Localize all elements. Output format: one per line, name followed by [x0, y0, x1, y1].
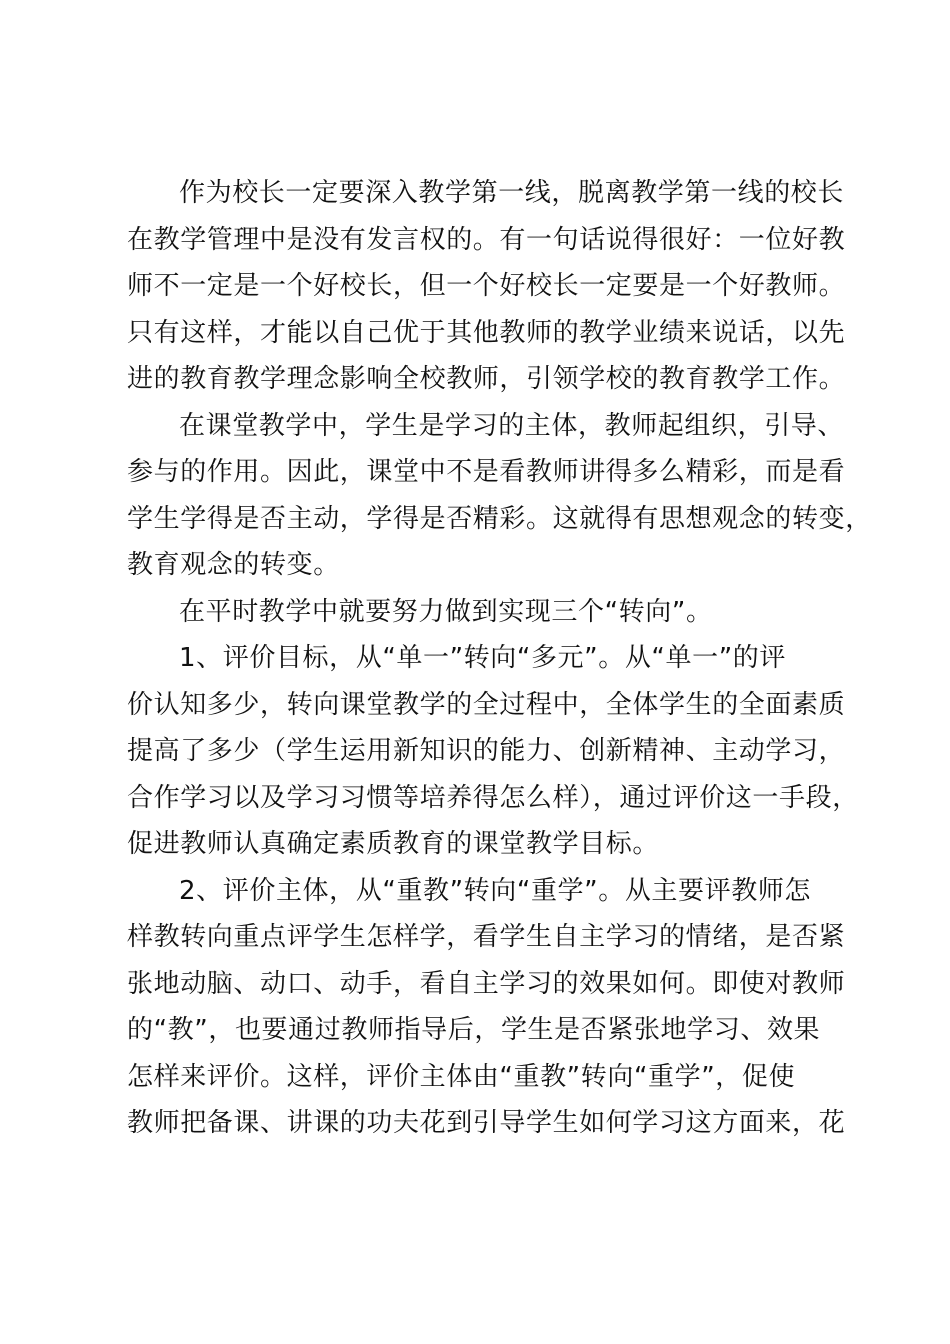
text-line: 参与的作用。因此，课堂中不是看教师讲得多么精彩，而是看 [127, 457, 846, 487]
paragraph-three-shifts-intro [127, 589, 833, 636]
text-line: 在课堂教学中，学生是学习的主体，教师起组织，引导、 [179, 410, 845, 441]
text-line: 进的教育教学理念影响全校教师，引领学校的教育教学工作。 [127, 364, 846, 394]
text-line: 在平时教学中就要努力做到实现三个“转向”。 [179, 596, 713, 627]
text-line: 在教学管理中是没有发言权的。有一句话说得很好：一位好教 [127, 224, 846, 255]
text-line: 只有这样，才能以自己优于其他教师的教学业绩来说话，以先 [127, 317, 846, 348]
text-line: 的“教”，也要通过教师指导后，学生是否紧张地学习、效果 [127, 1015, 821, 1045]
text-line: 提高了多少（学生运用新知识的能力、创新精神、主动学习， [127, 736, 846, 766]
text-line: 促进教师认真确定素质教育的课堂教学目标。 [127, 829, 660, 859]
text-line: 作为校长一定要深入教学第一线，脱离教学第一线的校长 [179, 178, 845, 208]
text-line: 2、评价主体，从“重教”转向“重学”。从主要评教师怎 [179, 875, 812, 906]
text-line: 张地动脑、动口、动手，看自主学习的效果如何。即使对教师 [127, 968, 846, 999]
text-line: 价认知多少，转向课堂教学的全过程中，全体学生的全面素质 [127, 689, 846, 720]
paragraph-classroom-teaching [127, 403, 872, 589]
text-line: 合作学习以及学习习惯等培养得怎么样），通过评价这一手段， [127, 782, 859, 813]
text-line: 1、评价目标，从“单一”转向“多元”。从“单一”的评 [179, 643, 786, 673]
paragraph-principal-role [127, 170, 846, 403]
paragraph-shift-1-evaluation-goal [127, 635, 859, 868]
text-line: 师不一定是一个好校长，但一个好校长一定要是一个好教师。 [127, 271, 846, 301]
text-line: 教育观念的转变。 [127, 550, 340, 580]
text-line: 教师把备课、讲课的功夫花到引导学生如何学习这方面来，花 [127, 1108, 846, 1138]
text-line: 学生学得是否主动，学得是否精彩。这就得有思想观念的转变， [127, 503, 872, 534]
paragraph-shift-2-evaluation-subject [127, 868, 846, 1147]
document-body [127, 170, 872, 1147]
text-line: 样教转向重点评学生怎样学，看学生自主学习的情绪，是否紧 [127, 922, 846, 952]
text-line: 怎样来评价。这样，评价主体由“重教”转向“重学”，促使 [127, 1061, 796, 1092]
